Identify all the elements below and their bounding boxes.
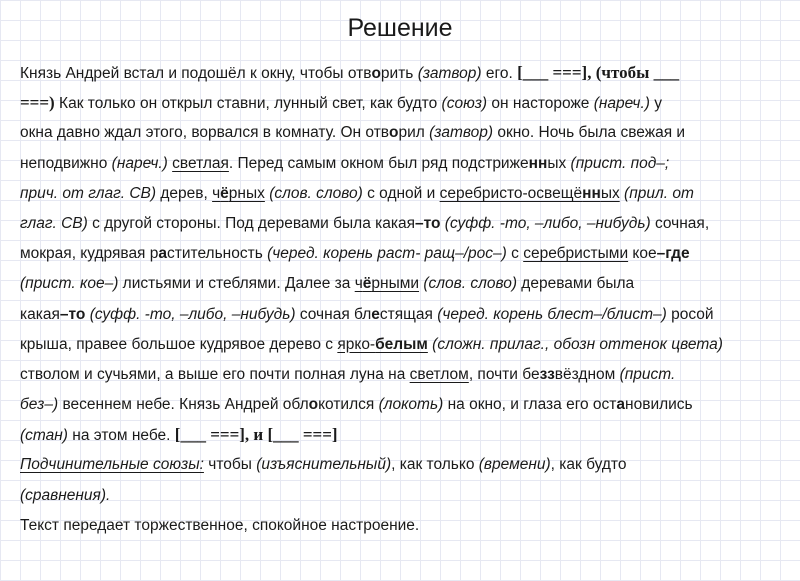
text-segment: окна давно ждал этого, ворвался в комнату. Он отв	[20, 124, 390, 142]
solution-text	[20, 58, 795, 541]
text-segment: (изъяснительный)	[256, 456, 392, 474]
text-segment: без–)	[20, 396, 59, 414]
text-segment: (черед. корень раст- ращ–/рос–)	[267, 245, 507, 263]
text-segment: (прист. кое–)	[20, 275, 119, 293]
text-segment: (нареч.)	[593, 95, 650, 113]
text-segment: (союз)	[441, 95, 488, 113]
text-line	[20, 360, 795, 390]
text-segment: его.	[481, 65, 518, 82]
text-segment: ч	[212, 184, 221, 202]
text-segment: котился	[318, 396, 379, 414]
text-line	[20, 269, 795, 299]
text-segment: светлая	[172, 154, 229, 172]
page-title: Решение	[347, 14, 453, 42]
text-segment: ых	[600, 184, 620, 202]
text-segment: с другой стороны. Под деревами была какая	[87, 214, 415, 232]
text-segment: сочная бл	[295, 305, 372, 323]
text-segment: сочная,	[650, 214, 710, 232]
text-segment: ых	[547, 154, 571, 172]
text-segment: новились	[625, 396, 693, 414]
text-segment: Как только он открыл ставни, лунный свет, как будто	[54, 95, 442, 113]
text-segment: (затвор)	[417, 65, 482, 82]
text-segment: , почти бе	[468, 365, 540, 383]
text-segment: белым	[375, 335, 428, 353]
text-segment: рил	[398, 124, 430, 142]
text-segment: серебристыми	[523, 245, 629, 263]
text-segment: серебристо-освещё	[439, 184, 583, 202]
text-segment: –то	[59, 305, 86, 323]
text-segment: зз	[539, 365, 555, 383]
text-segment: весеннем небе. Князь Андрей обл	[58, 396, 309, 414]
text-segment: е	[371, 305, 380, 323]
text-line	[20, 58, 795, 88]
text-line	[20, 209, 795, 239]
text-segment: ё	[220, 184, 229, 202]
text-line	[20, 239, 795, 269]
text-segment: , как будто	[550, 456, 627, 474]
text-segment: стящая	[379, 305, 438, 323]
text-segment: [___ ===], и [___ ===]	[174, 425, 338, 445]
text-segment: глаг. СВ)	[20, 214, 88, 232]
text-segment: (нареч.)	[111, 154, 168, 172]
text-line	[20, 420, 795, 450]
text-segment: [___ ===], (чтобы ___	[517, 63, 680, 82]
text-segment: росой	[666, 305, 714, 323]
text-segment: прич. от глаг. СВ)	[20, 184, 157, 202]
text-line	[20, 149, 795, 179]
text-segment: (суфф. -то, –либо, –нибудь)	[89, 305, 296, 323]
text-segment: светлом	[409, 365, 469, 383]
text-segment: он настороже	[487, 95, 594, 113]
text-segment: ч	[354, 275, 363, 293]
text-segment: с одной и	[362, 184, 440, 202]
text-line	[20, 118, 795, 148]
text-line	[20, 481, 795, 511]
text-segment: –где	[656, 245, 690, 263]
text-segment: вёздном	[554, 365, 620, 383]
text-line	[20, 330, 795, 360]
text-segment: крыша, правее большое кудрявое дерево с	[20, 335, 338, 353]
text-segment: а	[158, 245, 168, 263]
text-segment: окно. Ночь была свежая и	[493, 124, 686, 142]
text-segment: а	[616, 396, 626, 414]
text-segment: (затвор)	[429, 124, 494, 142]
text-segment: (сложн. прилаг., обозн оттенок цвета)	[432, 335, 723, 353]
text-segment: стволом и сучьями, а выше его почти полная луна на	[20, 365, 410, 383]
text-segment: о	[371, 65, 381, 82]
text-segment: Князь Андрей встал и подошёл к окну, чтобы отв	[20, 65, 372, 82]
text-segment: на окно, и глаза его ост	[443, 396, 617, 414]
text-line	[20, 390, 795, 420]
text-segment: (прист. под–;	[570, 154, 670, 172]
text-segment: Подчинительные союзы:	[20, 456, 204, 474]
text-segment: (суфф. -то, –либо, –нибудь)	[444, 214, 651, 232]
text-segment: стительность	[167, 245, 268, 263]
text-segment: о	[389, 124, 399, 142]
text-segment: деревами была	[516, 275, 635, 293]
text-segment: чтобы	[203, 456, 257, 474]
text-segment: (черед. корень блест–/блист–)	[437, 305, 667, 323]
text-segment: рить	[380, 65, 418, 82]
text-segment: (стан)	[20, 427, 68, 445]
text-segment: (времени)	[478, 456, 551, 474]
text-segment: листьями и стеблями. Далее за	[118, 275, 355, 293]
text-line	[20, 88, 795, 118]
text-segment: у	[649, 95, 662, 113]
text-segment: . Перед самым окном был ряд подстриже	[228, 154, 529, 172]
text-segment: (прил. от	[624, 184, 694, 202]
text-segment: мокрая, кудрявая р	[20, 245, 159, 263]
text-segment: неподвижно	[20, 154, 112, 172]
text-segment: , как только	[391, 456, 479, 474]
text-segment: рными	[371, 275, 420, 293]
text-segment: ё	[362, 275, 372, 293]
text-segment: дерев,	[156, 184, 213, 202]
text-segment: ярко-	[337, 335, 376, 353]
text-segment: нн	[582, 184, 601, 202]
text-segment: рных	[228, 184, 265, 202]
text-segment: нн	[528, 154, 548, 172]
text-segment: (слов. слово)	[423, 275, 517, 293]
text-segment: с	[506, 245, 524, 263]
text-segment: на этом небе.	[67, 427, 175, 445]
text-segment: какая	[20, 305, 60, 323]
text-segment: ===)	[20, 93, 55, 113]
text-line	[20, 179, 795, 209]
text-segment: (сравнения).	[20, 486, 111, 504]
text-line	[20, 511, 795, 541]
text-line	[20, 300, 795, 330]
text-segment: –то	[415, 214, 441, 232]
text-segment: (слов. слово)	[269, 184, 363, 202]
text-segment: (прист.	[619, 365, 676, 383]
text-segment: кое	[628, 245, 657, 263]
text-segment: о	[308, 396, 319, 414]
text-segment: (локоть)	[378, 396, 444, 414]
text-line	[20, 450, 795, 480]
text-segment: Текст передает торжественное, спокойное настроение.	[20, 516, 420, 534]
